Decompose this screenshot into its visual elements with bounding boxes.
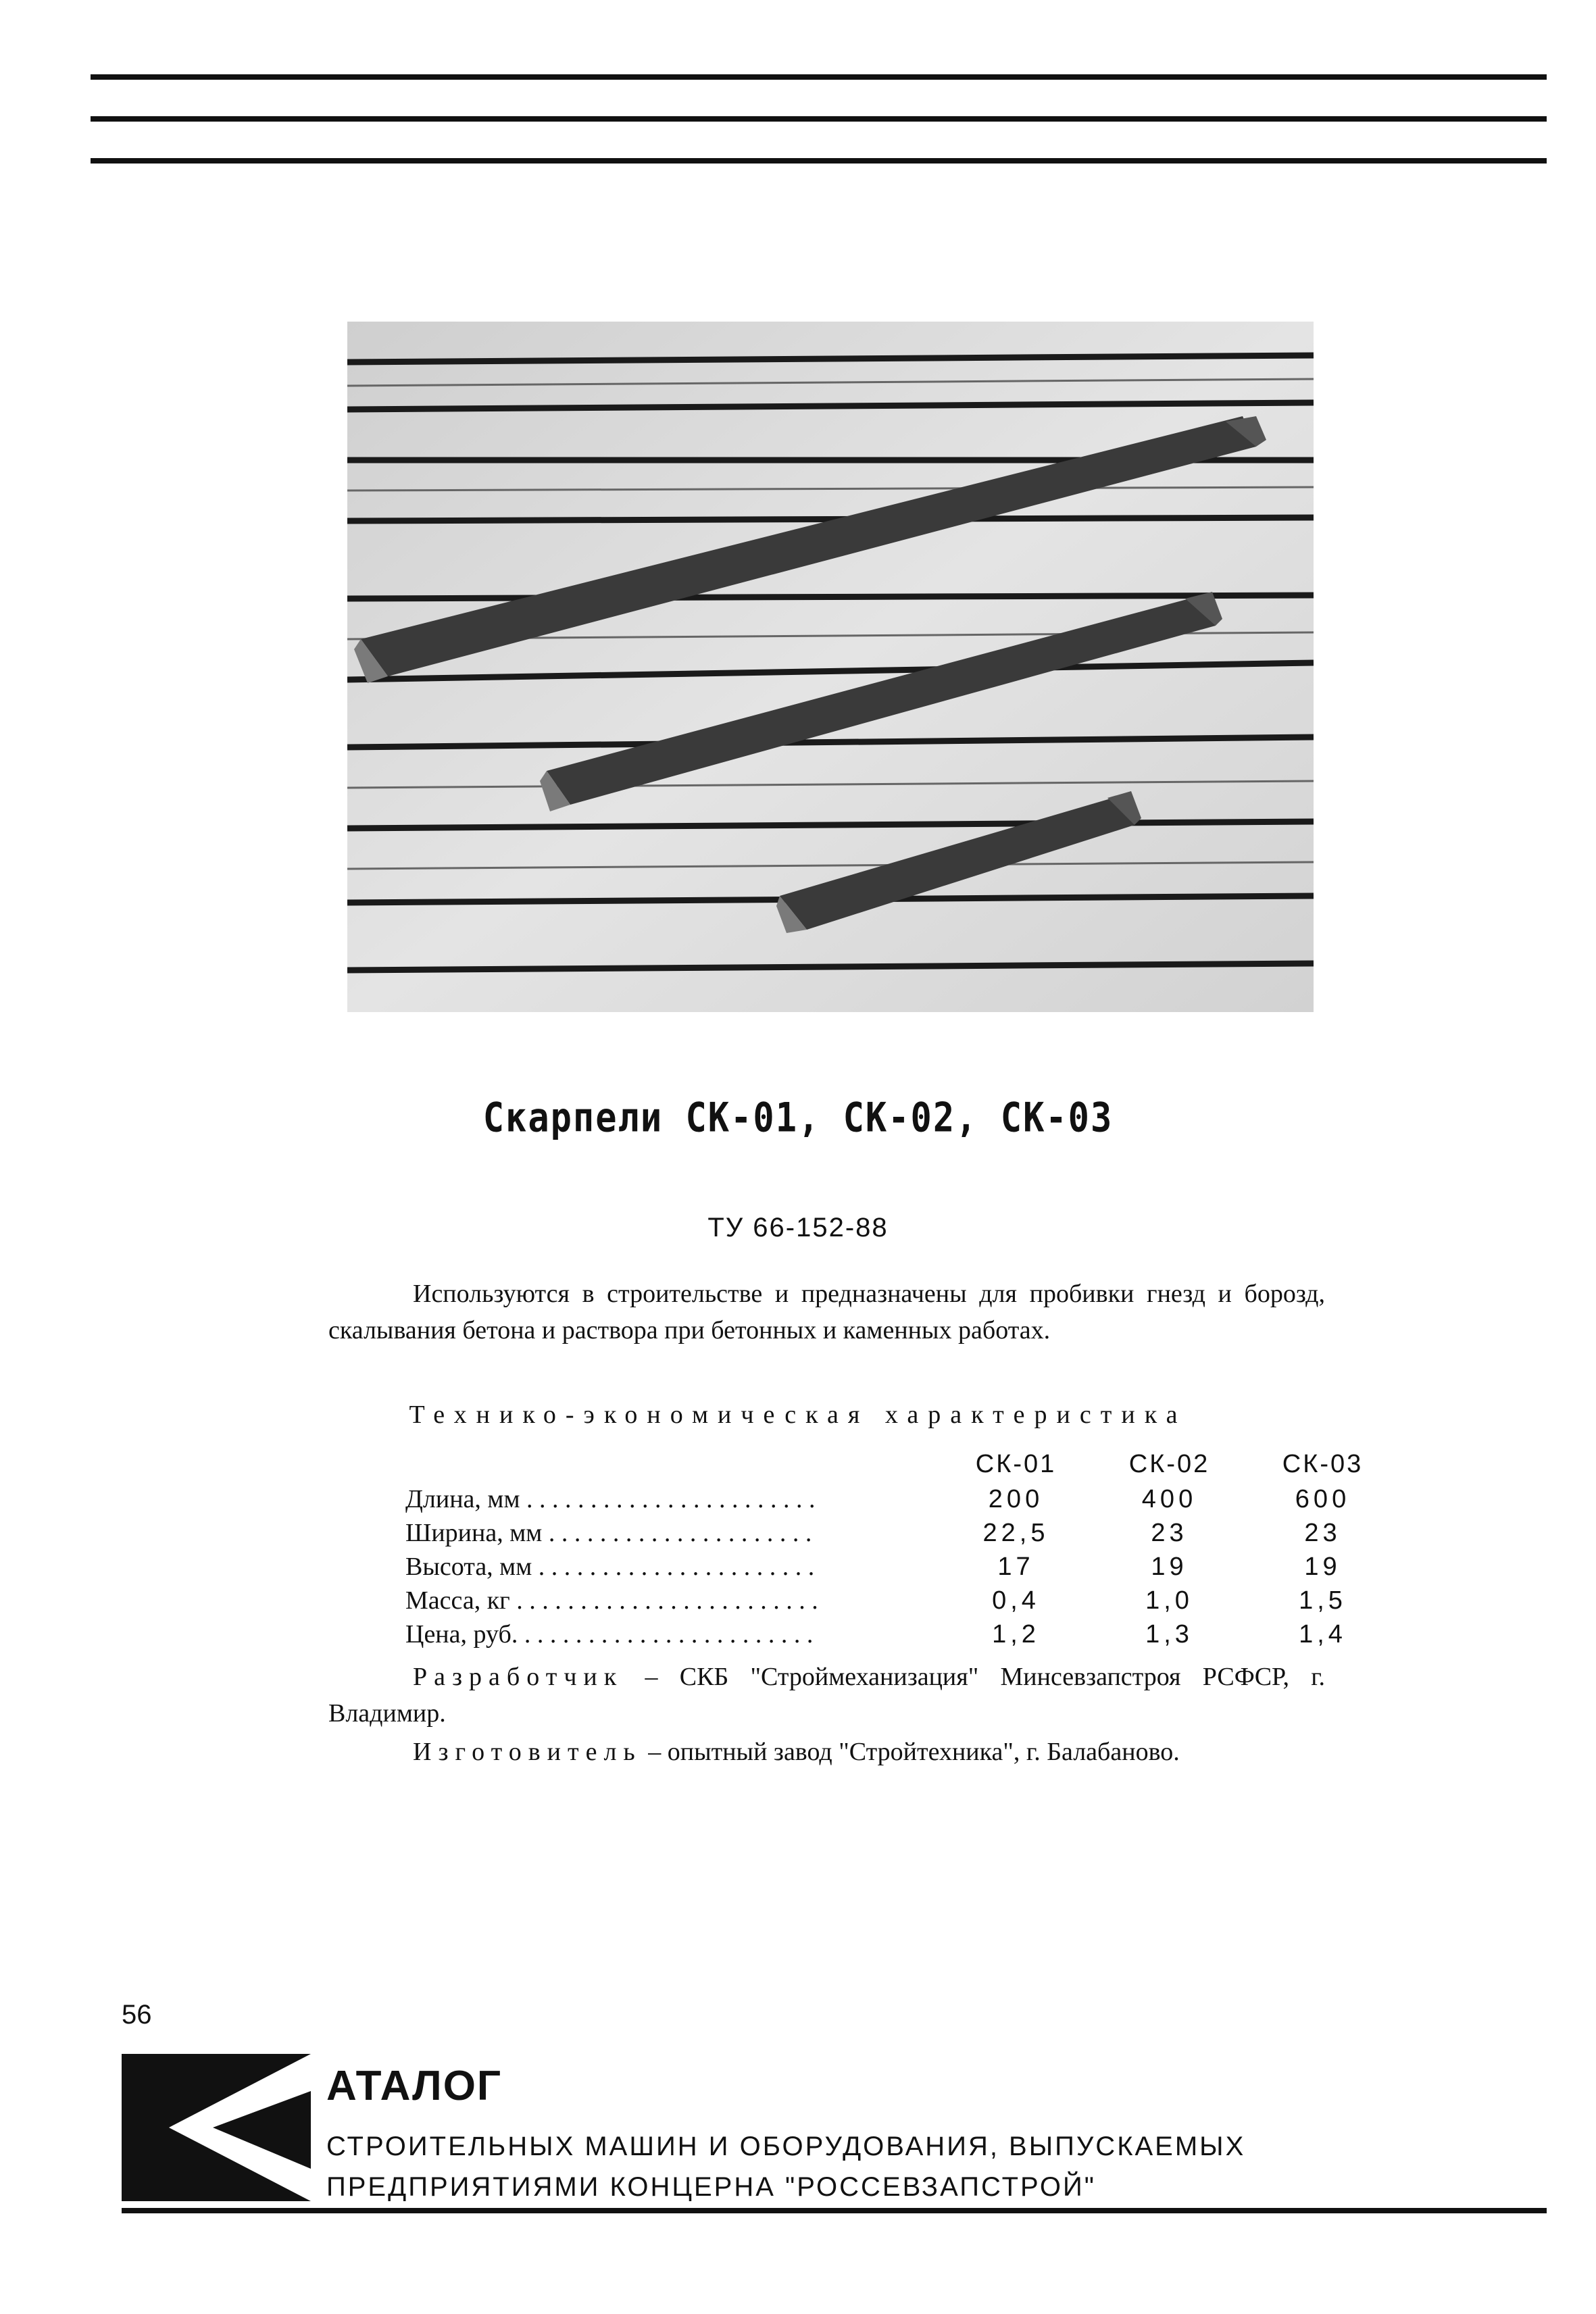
row-value: 1,3	[1145, 1620, 1193, 1649]
leader-dots: . . . . . . . . . . . . . . . . . . . . . . .	[520, 1485, 816, 1513]
row-value: 19	[1151, 1553, 1188, 1581]
row-value: 1,0	[1145, 1586, 1193, 1615]
row-label-cell	[405, 1584, 939, 1617]
row-value: 19	[1304, 1553, 1341, 1581]
table-row	[405, 1550, 1399, 1584]
row-value: 1,4	[1299, 1620, 1347, 1649]
row-value: 200	[988, 1485, 1044, 1513]
leader-dots: . . . . . . . . . . . . . . . . . . . . . .	[532, 1553, 815, 1581]
catalog-subtitle-line1: СТРОИТЕЛЬНЫХ МАШИН И ОБОРУДОВАНИЯ, ВЫПУСКАЕМЫХ	[326, 2132, 1246, 2161]
row-value: 23	[1304, 1519, 1341, 1547]
row-value: 0,4	[992, 1586, 1040, 1615]
spec-heading: Технико-экономическая характеристика	[409, 1401, 1187, 1429]
column-header: СК-03	[1282, 1449, 1364, 1478]
row-value: 17	[997, 1553, 1034, 1581]
row-value: 400	[1141, 1485, 1197, 1513]
manufacturer-label: Изготовитель	[413, 1738, 642, 1766]
header-rule-bottom	[91, 158, 1547, 164]
row-label-cell	[405, 1550, 939, 1584]
row-value: 23	[1151, 1519, 1188, 1547]
table-row	[405, 1584, 1399, 1617]
row-label: Высота, мм	[405, 1553, 532, 1581]
row-label: Длина, мм	[405, 1485, 520, 1513]
row-value: 22,5	[982, 1519, 1049, 1547]
row-label-cell	[405, 1482, 939, 1516]
developer-paragraph	[328, 1659, 1325, 1732]
spec-header-row	[405, 1446, 1399, 1482]
catalog-subtitle-line2: ПРЕДПРИЯТИЯМИ КОНЦЕРНА "РОССЕВЗАПСТРОЙ"	[326, 2172, 1096, 2202]
tech-spec-code: ТУ 66-152-88	[707, 1213, 889, 1242]
table-row	[405, 1516, 1399, 1550]
leader-dots: . . . . . . . . . . . . . . . . . . . . . . . .	[509, 1586, 818, 1615]
table-row	[405, 1617, 1399, 1651]
developer-text: – СКБ "Строймеханизация" Минсевзапстроя РСФСР, г. Владимир.	[328, 1663, 1325, 1728]
catalog-title: АТАЛОГ	[326, 2063, 503, 2109]
footer-rule	[122, 2208, 1547, 2213]
column-header: СК-02	[1128, 1449, 1210, 1478]
manufacturer-paragraph	[328, 1734, 1325, 1770]
column-header: СК-01	[975, 1449, 1057, 1478]
developer-label: Разработчик	[413, 1663, 624, 1691]
header-rule-top	[91, 74, 1547, 80]
row-label: Цена, руб.	[405, 1620, 518, 1649]
spec-table	[405, 1446, 1399, 1651]
row-label: Ширина, мм	[405, 1519, 543, 1547]
chisels-photo	[347, 322, 1314, 1012]
spec-header-blank	[405, 1446, 939, 1482]
row-value: 600	[1295, 1485, 1351, 1513]
row-label-cell	[405, 1617, 939, 1651]
product-caption: Скарпели СК-01, СК-02, СК-03	[482, 1095, 1114, 1142]
description-paragraph: Используются в строительстве и предназначены для пробивки гнезд и борозд, скалывания бетона и раствора при бетонных и каменных работах.	[328, 1280, 1325, 1344]
leader-dots: . . . . . . . . . . . . . . . . . . . . . . .	[518, 1620, 814, 1649]
page-number: 56	[122, 2000, 152, 2030]
row-label: Масса, кг	[405, 1586, 510, 1615]
header-rule-middle	[91, 116, 1547, 122]
manufacturer-text: – опытный завод "Стройтехника", г. Балабаново.	[641, 1738, 1180, 1766]
row-label-cell	[405, 1516, 939, 1550]
row-value: 1,5	[1299, 1586, 1347, 1615]
leader-dots: . . . . . . . . . . . . . . . . . . . . .	[542, 1519, 812, 1547]
row-value: 1,2	[992, 1620, 1040, 1649]
catalog-k-logo	[122, 2054, 311, 2201]
table-row	[405, 1482, 1399, 1516]
